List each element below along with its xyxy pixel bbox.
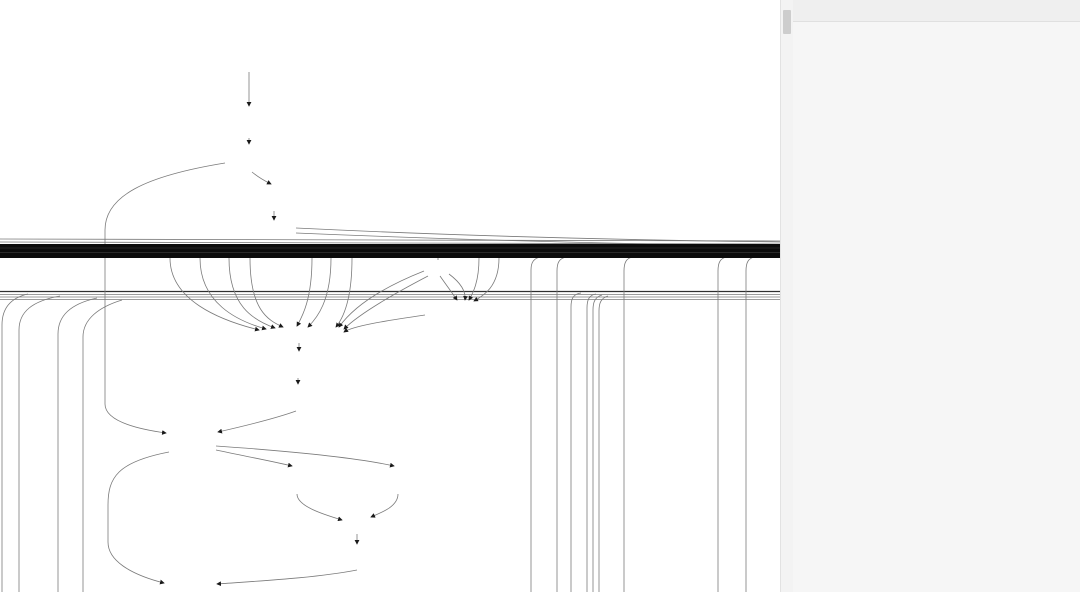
sidebar-scrollbar[interactable] [780, 0, 793, 592]
scrollbar-thumb[interactable] [783, 10, 791, 34]
panel-titlebar [792, 0, 1080, 22]
edge-bundle-band [0, 244, 780, 258]
model-properties-panel [792, 0, 1080, 592]
scrollbar-down-icon[interactable] [781, 582, 793, 592]
scrollbar-up-icon[interactable] [781, 0, 793, 10]
